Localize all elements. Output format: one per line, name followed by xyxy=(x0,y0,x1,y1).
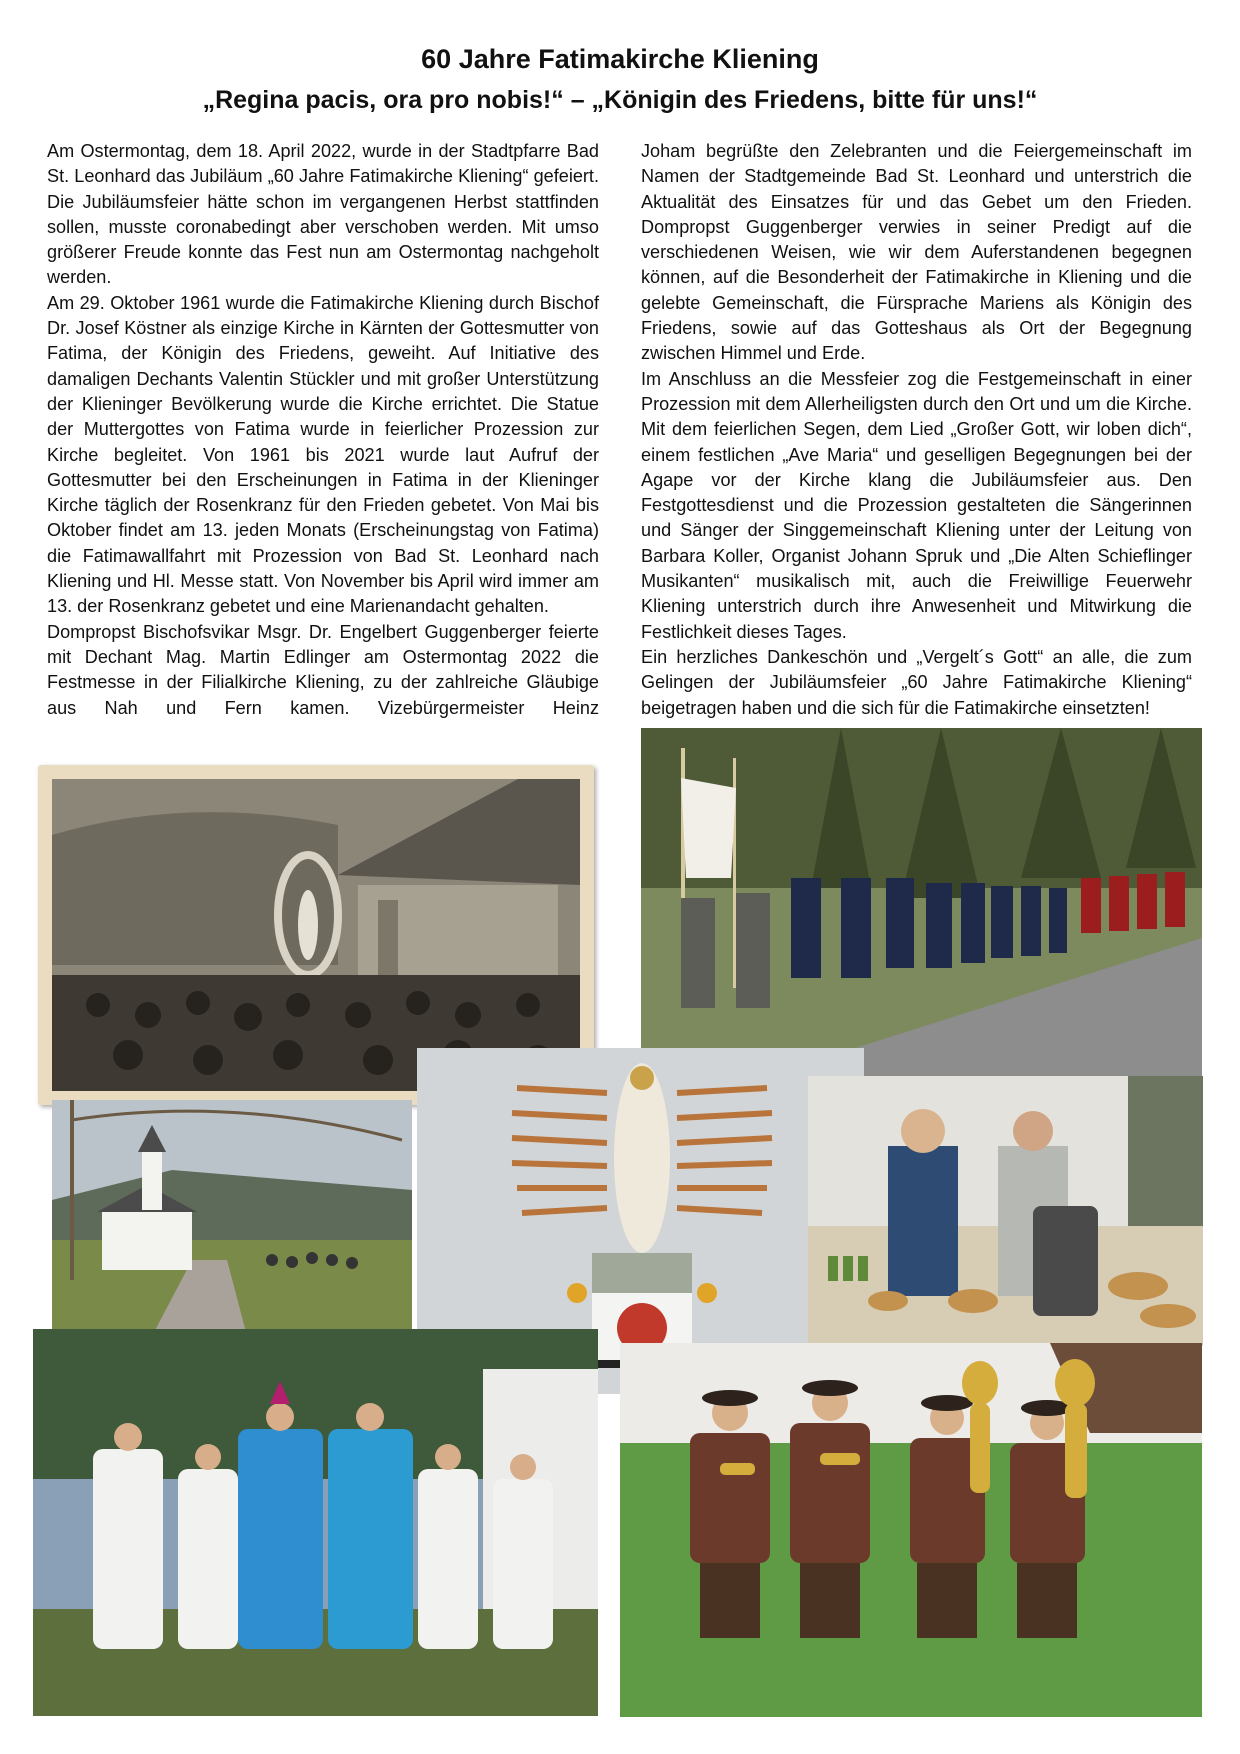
paragraph: Im Anschluss an die Messfeier zog die Festgemeinschaft in einer Prozession mit dem Allerheiligsten durch den Ort und um die Kirche. Mit dem feierlichen Segen, dem Lied „Großer Gott, wir loben dich“, einem festlichen „Ave Maria“ und geselligen Begegnungen bei der Agape vor der Kirche klang die Jubiläumsfeier aus. Den Festgottesdienst und die Prozession gestalteten die Sängerinnen und Sänger der Singgemeinschaft Kliening unter der Leitung von Barbara Koller, Organist Johann Spruk und „Die Alten Schieflinger Musikanten“ musikalisch mit, auch die Freiwillige Feuerwehr Kliening unterstrich durch ihre Anwesenheit und Mitwirkung die Festlichkeit dieses Tages. xyxy=(641,368,1192,642)
right-text-column xyxy=(641,139,1192,721)
left-text-column xyxy=(47,139,599,721)
paragraph: Am 29. Oktober 1961 wurde die Fatimakirche Kliening durch Bischof Dr. Josef Köstner als einzige Kirche in Kärnten der Gottesmutter von Fatima, der Königin des Friedens, geweiht. Auf Initiative des damaligen Dechants Valentin Stückler und mit großer Unterstützung der Klieninger Bevölkerung wurde die Kirche errichtet. Die Statue der Muttergottes von Fatima wurde in feierlicher Prozession zur Kirche begleitet. Von 1961 bis 2021 wurde laut Aufruf der Gottesmutter bei den Erscheinungen in Fatima in der Klieninger Kirche täglich der Rosenkranz für den Frieden gebetet. Von Mai bis Oktober findet am 13. jeden Monats (Erscheinungstag von Fatima) die Fatimawallfahrt mit Prozession von Bad St. Leonhard nach Kliening und Hl. Messe statt. Von November bis April wird immer am 13. der Rosenkranz gebetet und eine Marienandacht gehalten. xyxy=(47,292,599,617)
paragraph: Am Ostermontag, dem 18. April 2022, wurde in der Stadtpfarre Bad St. Leonhard das Jubiläum „60 Jahre Fatimakirche Kliening“ gefeiert. Die Jubiläumsfeier hätte schon im vergangenen Herbst stattfinden sollen, musste coronabedingt aber verschoben werden. Mit umso größerer Freude konnte das Fest nun am Ostermontag nachgeholt werden. xyxy=(47,141,599,288)
clergy-group-photo xyxy=(33,1329,598,1716)
chapel-landscape-photo xyxy=(52,1100,412,1355)
paragraph: Joham begrüßte den Zelebranten und die Feiergemeinschaft im Namen der Stadtgemeinde Bad St. Leonhard und unterstrich die Aktualität des Einsatzes für und das Gebet um den Frieden. Dompropst Guggenberger verwies in seiner Predigt auf die verschiedenen Weisen, wie wir dem Auferstandenen begegnen können, auf die Besonderheit der Fatimakirche in Kliening und die gelebte Gemeinschaft, die Fürsprache Mariens als Königin des Friedens, sowie auf das Gotteshaus als Ort der Begegnung zwischen Himmel und Erde. xyxy=(641,141,1192,364)
paragraph: Dompropst Bischofsvikar Msgr. Dr. Engelbert Guggenberger feierte mit Dechant Mag. Martin Edlinger am Ostermontag 2022 die Festmesse in der Filialkirche Kliening, zu der zahlreiche Gläubige aus Nah und Fern kamen. Vizebürgermeister Heinz xyxy=(47,621,599,718)
procession-photo xyxy=(641,728,1202,1078)
page-title: 60 Jahre Fatimakirche Kliening xyxy=(421,44,819,74)
agape-photo xyxy=(808,1076,1203,1346)
page-subtitle: „Regina pacis, ora pro nobis!“ – „Königin des Friedens, bitte für uns!“ xyxy=(202,86,1038,114)
paragraph: Ein herzliches Dankeschön und „Vergelt´s Gott“ an alle, die zum Gelingen der Jubiläumsfeier „60 Jahre Fatimakirche Kliening“ beigetragen haben und die sich für die Fatimakirche einsetzten! xyxy=(641,646,1192,718)
musicians-photo xyxy=(620,1343,1202,1717)
